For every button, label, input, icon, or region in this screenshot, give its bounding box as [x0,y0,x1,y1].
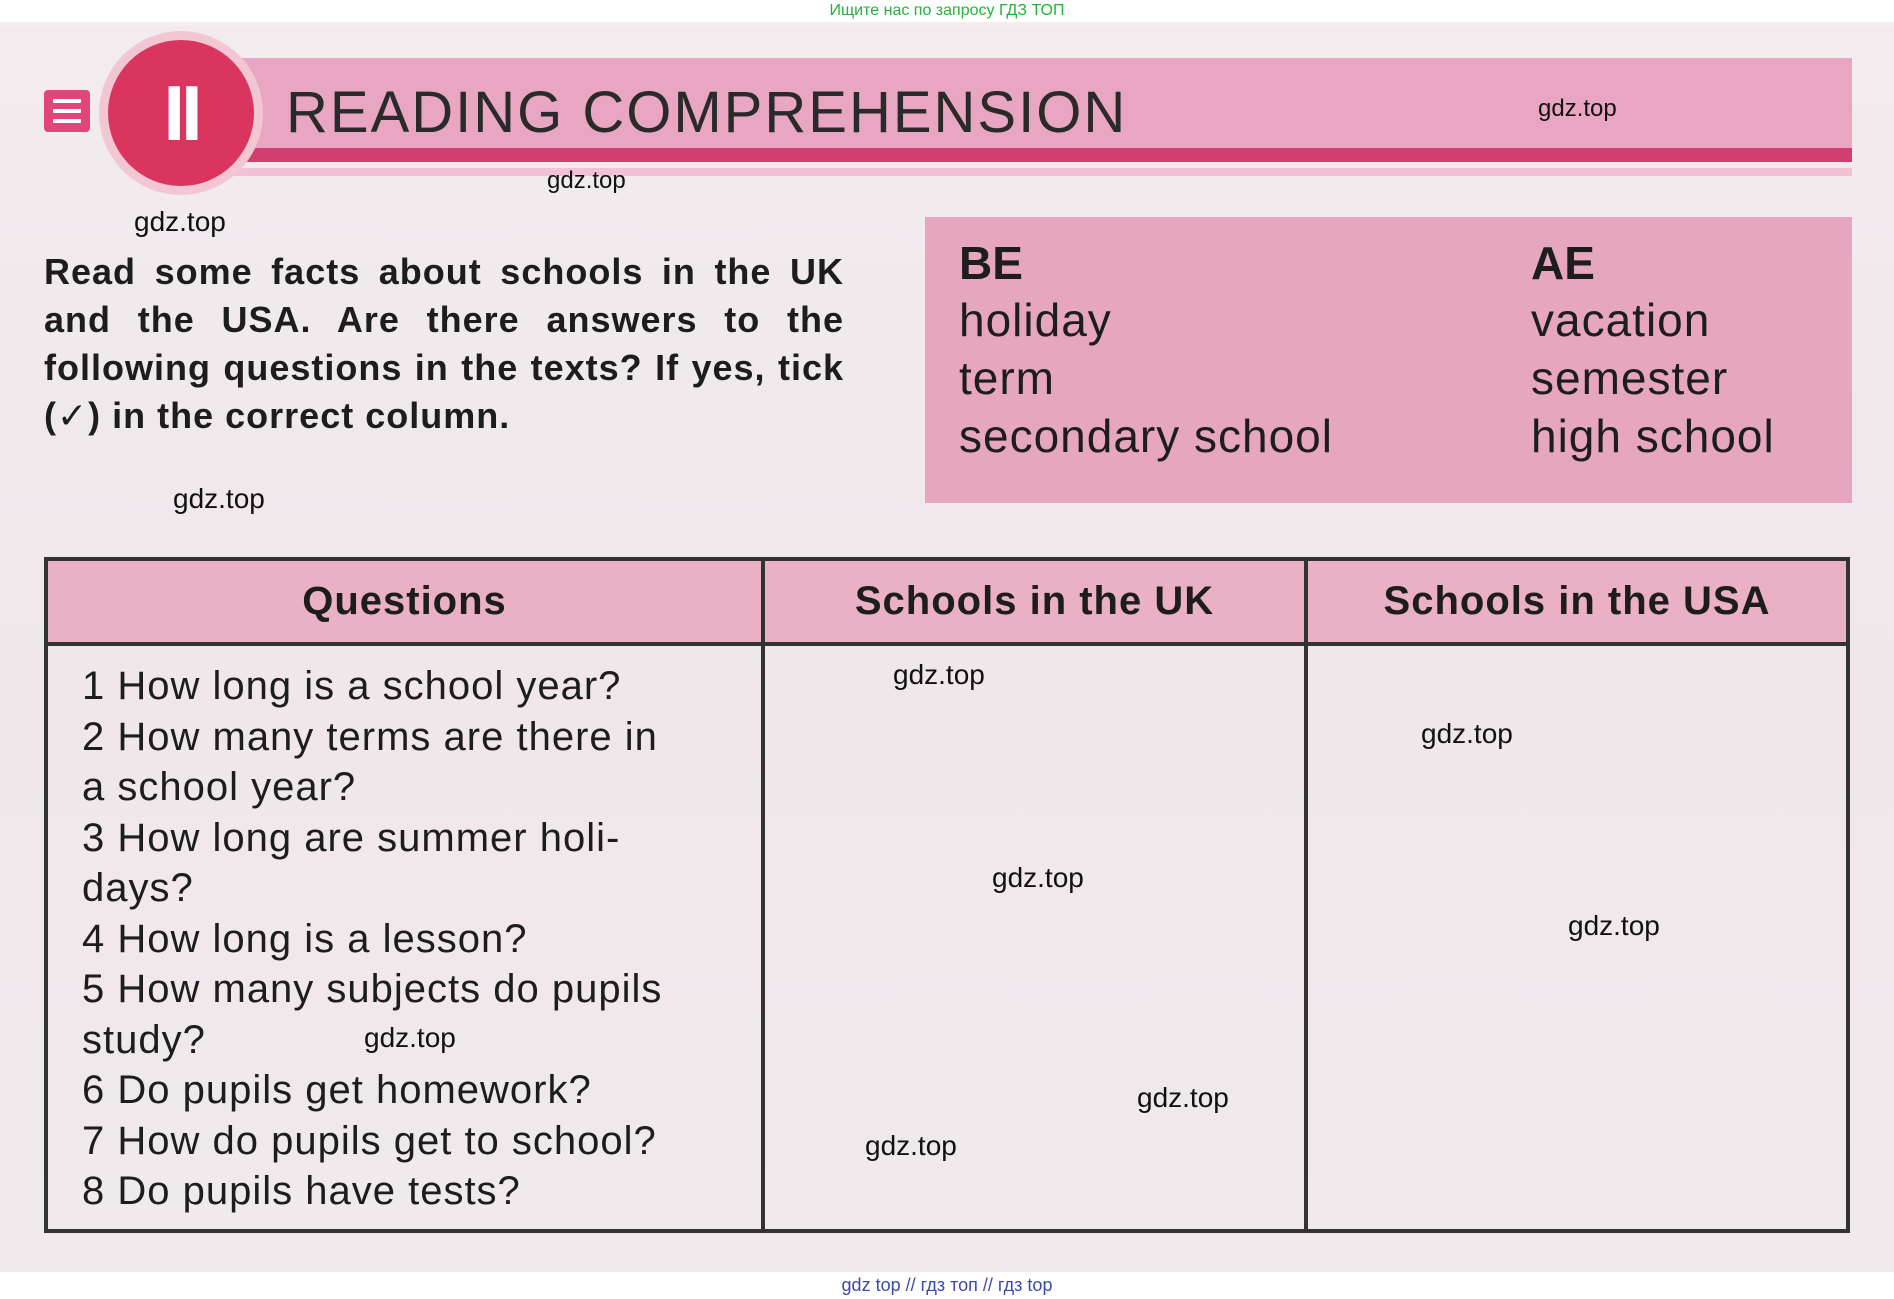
watermark: gdz.top [134,206,226,237]
page-title: READING COMPREHENSION [286,80,1128,145]
watermark: gdz.top [1137,1082,1229,1113]
header-schools-usa: Schools in the USA [1383,579,1771,623]
question-line: days? [82,866,194,910]
instructions-text: Read some facts about schools in the UK and the USA. Are there answers to the following questions in the texts? If yes, tick (✓) in the correct column. [44,251,844,436]
ae-column [1531,235,1775,465]
watermark: gdz.top [1421,718,1513,749]
question-line: 2 How many terms are there in [82,714,658,759]
ae-word: semester [1531,352,1729,404]
question-line: 5 How many subjects do pupils [82,967,663,1011]
vocabulary-box [925,217,1852,503]
watermark: gdz.top [893,659,985,690]
watermark: gdz.top [992,862,1084,893]
menu-icon[interactable] [44,90,90,132]
top-banner[interactable]: Ищите нас по запросу ГДЗ ТОП [0,0,1894,22]
question-line: 6 Do pupils get homework? [82,1068,592,1112]
question-list [82,661,782,1217]
bottom-banner[interactable]: gdz top // гдз топ // гдз top [0,1272,1894,1299]
column-divider [1304,561,1308,1229]
watermark: gdz.top [547,167,626,194]
ae-heading: AE [1531,237,1595,289]
header-schools-uk: Schools in the UK [854,579,1215,623]
ae-word: vacation [1531,294,1711,346]
be-word: secondary school [959,410,1333,462]
be-word: term [959,352,1055,404]
watermark: gdz.top [173,483,265,514]
watermark: gdz.top [364,1022,456,1053]
header-stripe-light [232,168,1852,176]
question-line: study? [82,1017,206,1062]
header-questions: Questions [302,579,507,623]
question-line: 3 How long are summer holi- [82,815,621,860]
watermark: gdz.top [1538,95,1617,122]
ae-word: high school [1531,410,1775,462]
question-line: 8 Do pupils have tests? [82,1169,521,1213]
header-stripe [232,148,1852,162]
be-word: holiday [959,294,1112,346]
watermark: gdz.top [1568,910,1660,941]
question-line: 7 How do pupils get to school? [82,1118,657,1163]
watermark: gdz.top [865,1130,957,1161]
question-line: 1 How long is a school year? [82,664,622,708]
be-heading: BE [959,237,1023,289]
question-line: 4 How long is a lesson? [82,916,528,961]
section-badge: II [108,40,254,186]
question-line: a school year? [82,765,357,809]
be-column [959,235,1333,465]
